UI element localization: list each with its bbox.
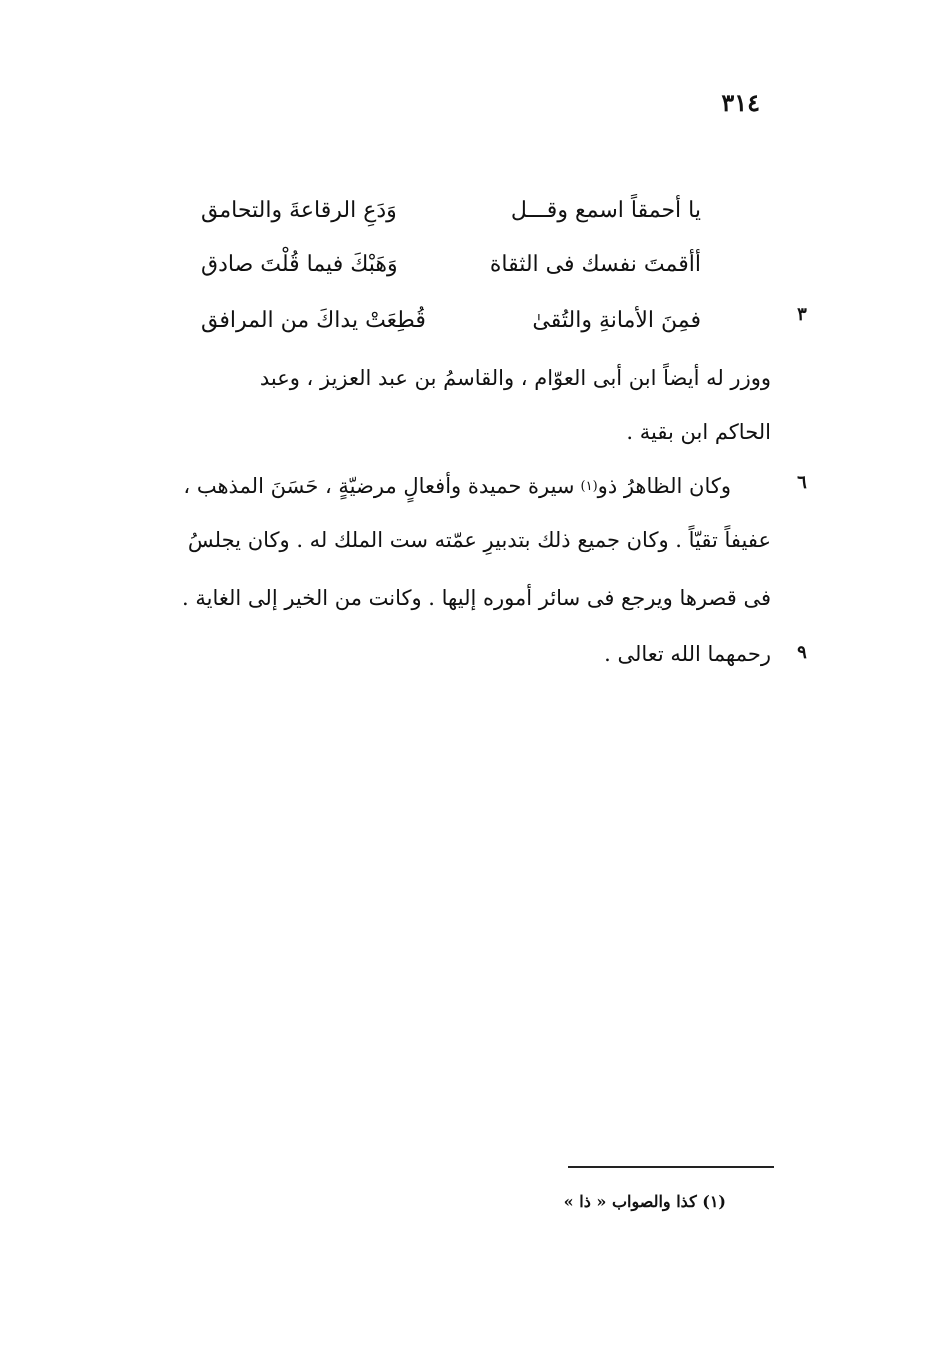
prose-line: ووزر له أيضاً ابن أبى العوّام ، والقاسمُ بن عبد العزيز ، وعبد	[259, 366, 771, 390]
verse-second-hemistich: قُطِعَتْ يداكَ من المرافق	[201, 307, 426, 333]
verse-first-hemistich: أأقمتَ نفسك فى الثقاة	[489, 251, 701, 277]
line-number-marker: ٦	[797, 472, 807, 493]
prose-segment: سيرة حميدة وأفعالٍ مرضيّةٍ ، حَسَنَ المذهب ،	[183, 474, 575, 498]
verse-first-hemistich: يا أحمقاً اسمع وقـــل	[510, 197, 701, 223]
verse-line	[201, 190, 701, 230]
prose-line	[121, 464, 731, 508]
prose-line: الحاكم ابن بقية .	[626, 420, 771, 444]
verse-second-hemistich: وَهَبْكَ فيما قُلْتَ صادق	[201, 251, 398, 277]
verse-line	[201, 300, 701, 340]
line-number-marker: ٣	[797, 304, 807, 325]
verse-first-hemistich: فمِنَ الأمانةِ والتُقىٰ	[532, 307, 701, 333]
footnote-reference: (١)	[580, 478, 598, 494]
prose-line: عفيفاً تقيّاً . وكان جميع ذلك بتدبيرِ عمّته ست الملك له . وكان يجلسُ	[187, 528, 771, 552]
prose-segment: وكان الظاهرُ ذو	[597, 474, 731, 498]
footnote: (١) كذا والصواب « ذا »	[563, 1192, 726, 1211]
line-number-marker: ٩	[797, 642, 807, 663]
verse-line	[201, 244, 701, 284]
page-number: ٣١٤	[721, 88, 760, 117]
prose-line: رحمهما الله تعالى .	[604, 642, 771, 666]
prose-line: فى قصرها ويرجع فى سائر أموره إليها . وكانت من الخير إلى الغاية .	[182, 586, 771, 610]
verse-second-hemistich: وَدَعِ الرقاعةَ والتحامق	[201, 197, 397, 223]
footnote-divider	[568, 1166, 774, 1168]
